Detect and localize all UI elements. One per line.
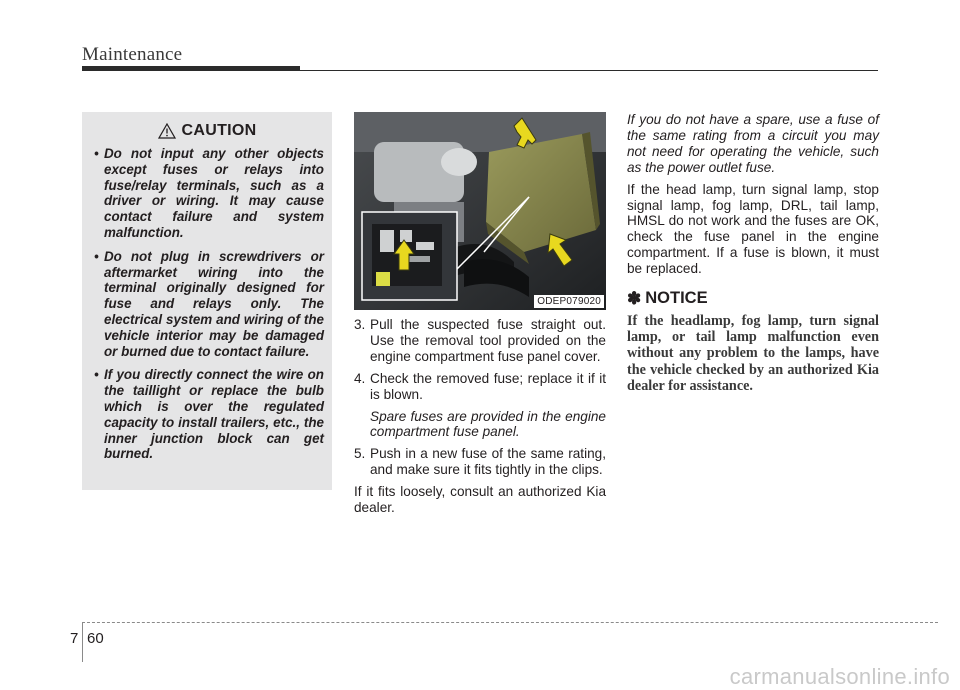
footer-divider xyxy=(82,622,83,662)
caution-list xyxy=(90,146,324,462)
watermark: carmanualsonline.info xyxy=(729,664,950,689)
engine-compartment-photo xyxy=(354,112,606,310)
lamp-check-paragraph: If the head lamp, turn signal lamp, stop signal lamp, fog lamp, DRL, tail lamp, HMSL do not work and the fuses are OK, check the fuse panel in the engine compartment. If a fuse is blown, it must be replaced. xyxy=(627,181,879,277)
right-column xyxy=(627,112,879,394)
section-title: Maintenance xyxy=(82,44,183,65)
step-number: 5. xyxy=(354,446,366,462)
header-rule-thin xyxy=(300,70,878,71)
caution-header xyxy=(90,122,324,140)
spare-fuse-note: Spare fuses are provided in the engine compartment fuse panel. xyxy=(370,408,606,440)
notice-body: If the headlamp, fog lamp, turn signal lamp, or tail lamp malfunction even without any problem to the lamps, have the vehicle checked by an authorized Kia dealer for assistance. xyxy=(627,312,879,394)
notice-header xyxy=(627,291,879,307)
header-rule xyxy=(82,66,300,71)
step-number: 4. xyxy=(354,370,366,386)
caution-box xyxy=(82,112,332,490)
step-text: Push in a new fuse of the same rating, and make sure it fits tightly in the clips. xyxy=(370,446,606,478)
step-number: 3. xyxy=(354,317,366,332)
warning-triangle-icon xyxy=(158,123,176,139)
page-number: 60 xyxy=(87,630,104,647)
loose-fit-note: If it fits loosely, consult an authorized Kia dealer. xyxy=(354,484,606,516)
asterisk-star-icon: ✽ xyxy=(627,289,642,309)
footer-rule xyxy=(82,622,938,623)
caution-item: • Do not input any other objects except fuses or relays into fuse/relay terminals, such as a driver or wiring. It may cause contact failure and system malfunction. xyxy=(94,146,324,240)
spare-substitute-note: If you do not have a spare, use a fuse of the same rating from a circuit you may not need for operating the vehicle, such as the power outlet fuse. xyxy=(627,112,879,175)
step-item xyxy=(354,371,606,403)
caution-title: CAUTION xyxy=(181,122,257,139)
notice-title: NOTICE xyxy=(645,289,708,308)
step-item xyxy=(354,446,606,478)
step-text: Check the removed fuse; replace it if it is blown. xyxy=(370,370,606,402)
caution-item: • If you directly connect the wire on the taillight or replace the bulb which is over the regulated capacity to install trailers, etc., the inner junction block can get burned. xyxy=(94,367,324,462)
step-item xyxy=(354,317,606,365)
chapter-number: 7 xyxy=(70,630,79,647)
caution-item: • Do not plug in screwdrivers or aftermarket wiring into the terminal originally designed for fuse and relays only. The electrical system and wiring of the vehicle interior may be damaged or burned due to contact failure. xyxy=(94,248,324,359)
figure-code: ODEP079020 xyxy=(534,295,604,308)
middle-column xyxy=(354,317,606,516)
step-text: Pull the suspected fuse straight out. Use the removal tool provided on the engine compartment fuse panel cover. xyxy=(370,317,606,364)
